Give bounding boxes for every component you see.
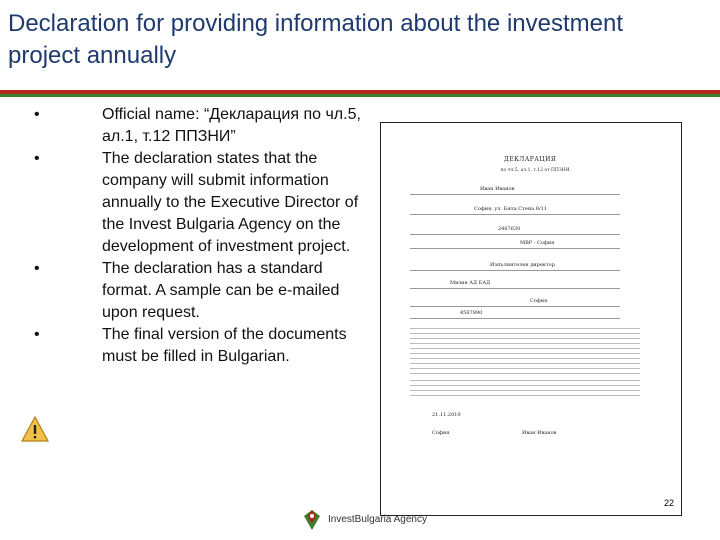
doc-field: 2467630 bbox=[498, 226, 521, 232]
doc-field: 4567890 bbox=[460, 310, 483, 316]
doc-line bbox=[410, 234, 620, 235]
declaration-sample-content bbox=[410, 148, 650, 496]
doc-line bbox=[410, 288, 620, 289]
bullet-item bbox=[28, 324, 368, 368]
doc-field: София, ул. Бяла Стена 8/11 bbox=[474, 206, 547, 212]
bullet-text: Official name: “Декларация по чл.5, ал.1, т.12 ППЗНИ” bbox=[102, 106, 361, 145]
doc-line bbox=[410, 306, 620, 307]
header-divider-green bbox=[0, 94, 720, 97]
doc-date: 21.11.2010 bbox=[432, 412, 461, 418]
agency-logo-icon bbox=[300, 508, 324, 532]
bullet-list bbox=[28, 104, 368, 368]
bullet-text: The declaration has a standard format. A sample can be e-mailed upon request. bbox=[102, 260, 340, 321]
bullet-dot: • bbox=[34, 326, 40, 343]
doc-paragraph bbox=[410, 380, 640, 400]
footer-brand: InvestBulgaria Agency bbox=[328, 514, 427, 525]
doc-heading: ДЕКЛАРАЦИЯ bbox=[503, 156, 557, 163]
doc-field: София bbox=[530, 298, 548, 304]
doc-line bbox=[410, 194, 620, 195]
doc-line bbox=[410, 248, 620, 249]
bullet-dot: • bbox=[34, 150, 40, 167]
bullet-item bbox=[28, 148, 368, 258]
doc-field: Изпълнителен директор bbox=[490, 262, 555, 268]
warning-icon bbox=[20, 414, 50, 444]
doc-field: Иван Иванов bbox=[480, 186, 515, 192]
bullet-item bbox=[28, 104, 368, 148]
doc-place: София bbox=[432, 430, 450, 436]
doc-line bbox=[410, 318, 620, 319]
bullet-text: The declaration states that the company will submit information annually to the Executive Director of the Invest Bulgaria Agency on the development of investment project. bbox=[102, 150, 359, 255]
bullet-dot: • bbox=[34, 106, 40, 123]
bullet-dot: • bbox=[34, 260, 40, 277]
page-number: 22 bbox=[664, 498, 675, 508]
doc-line bbox=[410, 270, 620, 271]
bullet-item bbox=[28, 258, 368, 324]
doc-subheading: по чл.5, ал.1, т.12 от ППЗНИ bbox=[500, 168, 570, 173]
doc-field: Мизия АД ЕАД bbox=[450, 280, 491, 286]
doc-line bbox=[410, 214, 620, 215]
slide-title: Declaration for providing information about the investment project annually bbox=[8, 10, 623, 69]
doc-signature: Иван Иванов bbox=[522, 430, 557, 436]
doc-field: МВР - София bbox=[520, 240, 555, 246]
bullet-text: The final version of the documents must be filled in Bulgarian. bbox=[102, 326, 347, 365]
doc-paragraph bbox=[410, 328, 640, 374]
